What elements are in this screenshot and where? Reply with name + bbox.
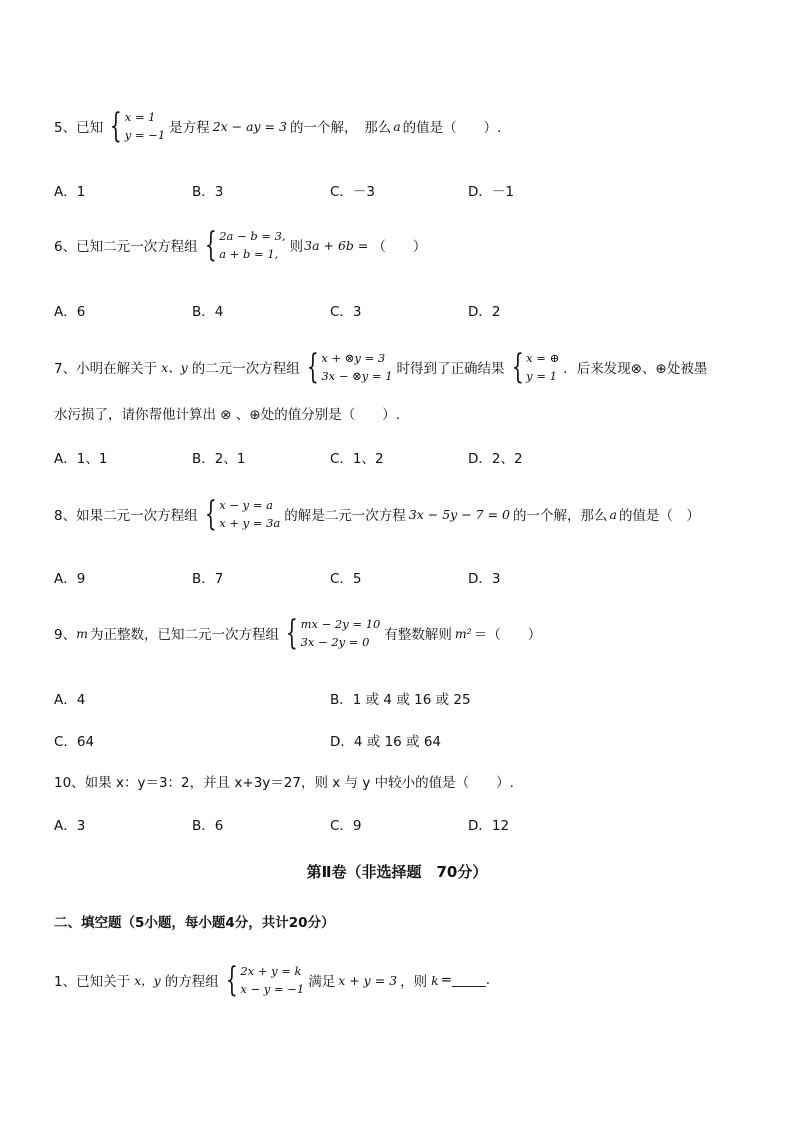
variables: x，y — [134, 973, 161, 988]
question-9 — [54, 615, 541, 651]
section-heading: 二、填空题（5小题，每小题4分，共计20分） — [54, 915, 335, 931]
option-a[interactable]: A．1、1 — [54, 451, 108, 467]
option-a[interactable]: A．3 — [54, 818, 86, 834]
question-text: 是方程 — [169, 120, 210, 136]
option-a[interactable]: A．4 — [54, 692, 86, 708]
question-text: （ ） — [372, 239, 427, 255]
question-7 — [54, 349, 707, 385]
option-c[interactable]: C．1、2 — [330, 451, 384, 467]
equation-system — [105, 108, 165, 144]
question-10: 10、如果 x：y＝3：2，并且 x+3y＝27，则 x 与 y 中较小的值是（ ）. — [54, 775, 514, 791]
question-number: 8、 — [54, 508, 77, 524]
brace-icon: { — [306, 347, 319, 387]
question-text: 已知二元一次方程组 — [76, 239, 198, 255]
system-row: mx − 2y = 10 — [300, 617, 381, 631]
option-b[interactable]: B．1 或 4 或 16 或 25 — [330, 692, 471, 708]
question-text: 的一个解，那么 — [512, 508, 608, 524]
question-text: 时得到了正确结果 — [396, 361, 505, 377]
system-row: x = ⊕ — [526, 351, 560, 365]
question-text: 满足 — [308, 974, 336, 990]
option-d[interactable]: D．2、2 — [468, 451, 523, 467]
brace-icon: { — [204, 225, 217, 265]
variables: x、y — [161, 360, 188, 375]
brace-icon: { — [511, 347, 524, 387]
variable: a — [393, 118, 401, 134]
question-number: 7、 — [54, 361, 77, 377]
variable: a — [609, 506, 617, 522]
option-a[interactable]: A．1 — [54, 184, 86, 200]
variable: k — [431, 972, 439, 988]
option-c[interactable]: C．64 — [54, 734, 95, 750]
system-row: 2a − b = 3, — [219, 229, 286, 243]
brace-icon: { — [109, 106, 122, 146]
system-row: x = 1 — [124, 110, 156, 124]
system-row: 2x + y = k — [240, 964, 302, 978]
question-text: 为正整数，已知二元一次方程组 — [89, 627, 279, 643]
expression: 3a + 6b = — [304, 237, 369, 253]
question-text: ．后来发现⊗、⊕处被墨 — [563, 361, 708, 377]
part-title: 第Ⅱ卷（非选择题 70分） — [306, 863, 488, 881]
variable: m — [76, 625, 88, 641]
equation: 2x − ay = 3 — [212, 118, 287, 134]
question-text: ＝（ ） — [473, 627, 542, 643]
option-a[interactable]: A．9 — [54, 571, 86, 587]
question-text: 已知关于 — [76, 974, 131, 990]
option-b[interactable]: B．4 — [192, 304, 224, 320]
option-c[interactable]: C．3 — [330, 304, 362, 320]
system-row: x + y = 3a — [219, 516, 281, 530]
question-8 — [54, 496, 700, 532]
brace-icon: { — [204, 494, 217, 534]
question-number: 5、 — [54, 120, 77, 136]
question-text: 的值是（ ） — [618, 508, 700, 524]
question-text: 的一个解， 那么 — [289, 120, 392, 136]
equation-system — [200, 227, 286, 263]
question-text: 的值是（ ）. — [402, 120, 502, 136]
question-5 — [54, 108, 501, 144]
equation-system — [221, 962, 304, 998]
option-d[interactable]: D．4 或 16 或 64 — [330, 734, 442, 750]
question-text: 有整数解则 — [384, 627, 452, 643]
question-text: 已知 — [76, 120, 104, 136]
equation: 3x − 5y − 7 = 0 — [408, 506, 510, 522]
question-7-continuation: 水污损了，请你帮他计算出 ⊗ 、⊕处的值分别是（ ）. — [54, 407, 400, 423]
system-row: x + ⊗y = 3 — [321, 351, 386, 365]
answer-blank[interactable]: =_____. — [440, 972, 491, 988]
equation-system — [200, 496, 281, 532]
question-text: 则 — [289, 239, 304, 255]
equation-system — [281, 615, 380, 651]
option-c[interactable]: C．5 — [330, 571, 362, 587]
question-6 — [54, 227, 426, 263]
system-row: 3x − 2y = 0 — [300, 635, 370, 649]
equation: x + y = 3 — [338, 972, 398, 988]
option-d[interactable]: D．2 — [468, 304, 501, 320]
system-row: 3x − ⊗y = 1 — [321, 369, 393, 383]
system-row: x − y = a — [219, 498, 273, 512]
option-c[interactable]: C．9 — [330, 818, 362, 834]
question-number: 1、 — [54, 974, 77, 990]
option-b[interactable]: B．7 — [192, 571, 224, 587]
option-b[interactable]: B．2、1 — [192, 451, 246, 467]
question-text: 的方程组 — [164, 974, 219, 990]
brace-icon: { — [285, 613, 298, 653]
option-b[interactable]: B．3 — [192, 184, 224, 200]
option-d[interactable]: D．12 — [468, 818, 510, 834]
question-text: 如果二元一次方程组 — [76, 508, 198, 524]
option-d[interactable]: D．－1 — [468, 184, 514, 200]
system-row: y = 1 — [526, 369, 557, 383]
question-number: 9、 — [54, 627, 77, 643]
expression: m² — [454, 625, 472, 641]
question-text: 的解是二元一次方程 — [284, 508, 406, 524]
solution-system — [507, 349, 560, 385]
system-row: a + b = 1, — [219, 247, 279, 261]
question-number: 6、 — [54, 239, 77, 255]
brace-icon: { — [225, 960, 238, 1000]
option-d[interactable]: D．3 — [468, 571, 501, 587]
fill-question-1 — [54, 962, 490, 998]
question-text: 小明在解关于 — [76, 361, 158, 377]
option-a[interactable]: A．6 — [54, 304, 86, 320]
system-row: x − y = −1 — [240, 982, 305, 996]
equation-system — [302, 349, 393, 385]
question-text: ，则 — [400, 974, 428, 990]
system-row: y = −1 — [124, 128, 166, 142]
option-c[interactable]: C．－3 — [330, 184, 376, 200]
question-text: 的二元一次方程组 — [191, 361, 300, 377]
option-b[interactable]: B．6 — [192, 818, 224, 834]
